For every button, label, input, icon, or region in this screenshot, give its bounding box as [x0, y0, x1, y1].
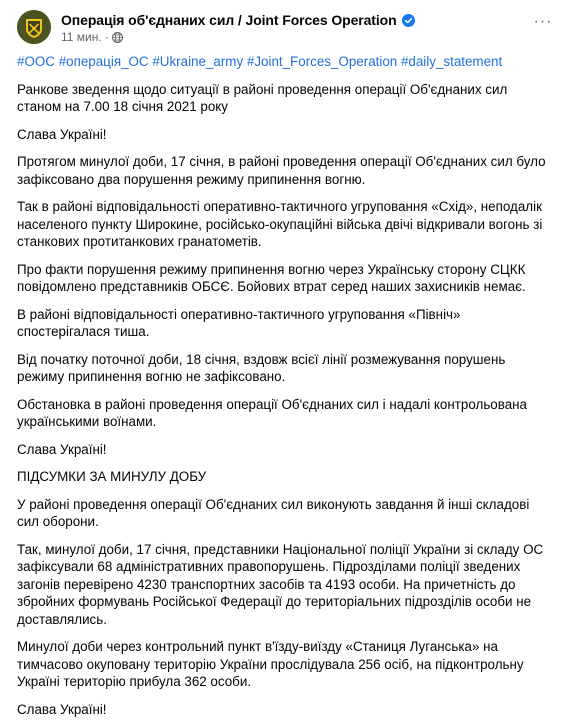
verified-badge-icon	[402, 14, 415, 27]
post-header	[17, 8, 557, 44]
page-name[interactable]: Операція об'єднаних сил / Joint Forces Operation	[61, 12, 397, 28]
hashtag-link[interactable]: #операція_ОС	[58, 54, 149, 69]
post-paragraph: Так, минулої доби, 17 січня, представники Національної поліції України зі складу ОС зафіксували 68 адміністративних правопорушень. Підрозділами поліції зведених загонів перевірено 4230 транспортних засобів та 4193 особи. На причетність до збройних формувань Російської Федерації до територіальних підрозділів особи не доставлялись.	[17, 541, 544, 627]
post-timestamp[interactable]: 11 мин.	[61, 30, 102, 44]
post-paragraph-greeting: Слава Україні!	[17, 701, 107, 717]
hashtag-link[interactable]: #Ukraine_army	[152, 54, 244, 69]
post-paragraph: Так в районі відповідальності оперативно-тактичного угруповання «Схід», неподалік населеного пункту Широкине, російсько-окупаційні війська двічі відкривали вогонь зі станкових протитанкових гранатометів.	[17, 199, 543, 249]
post-meta	[61, 30, 123, 44]
meta-separator: ·	[104, 30, 109, 44]
hashtag-link[interactable]: #ООС	[17, 54, 55, 69]
more-options-button[interactable]: ···	[533, 13, 553, 30]
hashtag-link[interactable]: #Joint_Forces_Operation	[246, 54, 398, 69]
post-paragraph: Обстановка в районі проведення операції Об'єднаних сил і надалі контрольована українськими воїнами.	[17, 396, 528, 429]
hashtag-link[interactable]: #daily_statement	[400, 54, 503, 69]
post-paragraph: В районі відповідальності оперативно-тактичного угруповання «Північ» спостерігалася тиша.	[17, 306, 461, 339]
post-body	[17, 53, 547, 728]
post-paragraph: Протягом минулої доби, 17 січня, в районі проведення операції Об'єднаних сил було зафіксовано два порушення режиму припинення вогню.	[17, 154, 546, 187]
post-paragraph: Минулої доби через контрольний пункт в'їзду-виїзду «Станиця Луганська» на тимчасово окуповану територію України прослідувала 256 осіб, на підконтрольну Україні територію прибула 362 особи.	[17, 639, 524, 689]
post-paragraph: У районі проведення операції Об'єднаних сил виконують завдання й інші складові сил оборони.	[17, 496, 530, 529]
post-paragraph-intro: Ранкове зведення щодо ситуації в районі проведення операції Об'єднаних сил станом на 7.00 18 січня 2021 року	[17, 81, 508, 114]
globe-icon	[112, 32, 123, 43]
post-section-heading: ПІДСУМКИ ЗА МИНУЛУ ДОБУ	[17, 469, 207, 484]
post-paragraph: Від початку поточної доби, 18 січня, вздовж всієї лінії розмежування порушень режиму припинення вогню не зафіксовано.	[17, 351, 506, 384]
jfo-emblem-icon[interactable]	[17, 10, 51, 44]
page-name-row	[61, 12, 415, 28]
post-paragraph-greeting: Слава Україні!	[17, 441, 107, 457]
hashtag-list	[17, 53, 547, 71]
post-paragraph-greeting: Слава Україні!	[17, 126, 107, 142]
post-paragraph: Про факти порушення режиму припинення вогню через Українську сторону СЦКК повідомлено представників ОБСЄ. Бойових втрат серед наших захисників немає.	[17, 261, 526, 294]
